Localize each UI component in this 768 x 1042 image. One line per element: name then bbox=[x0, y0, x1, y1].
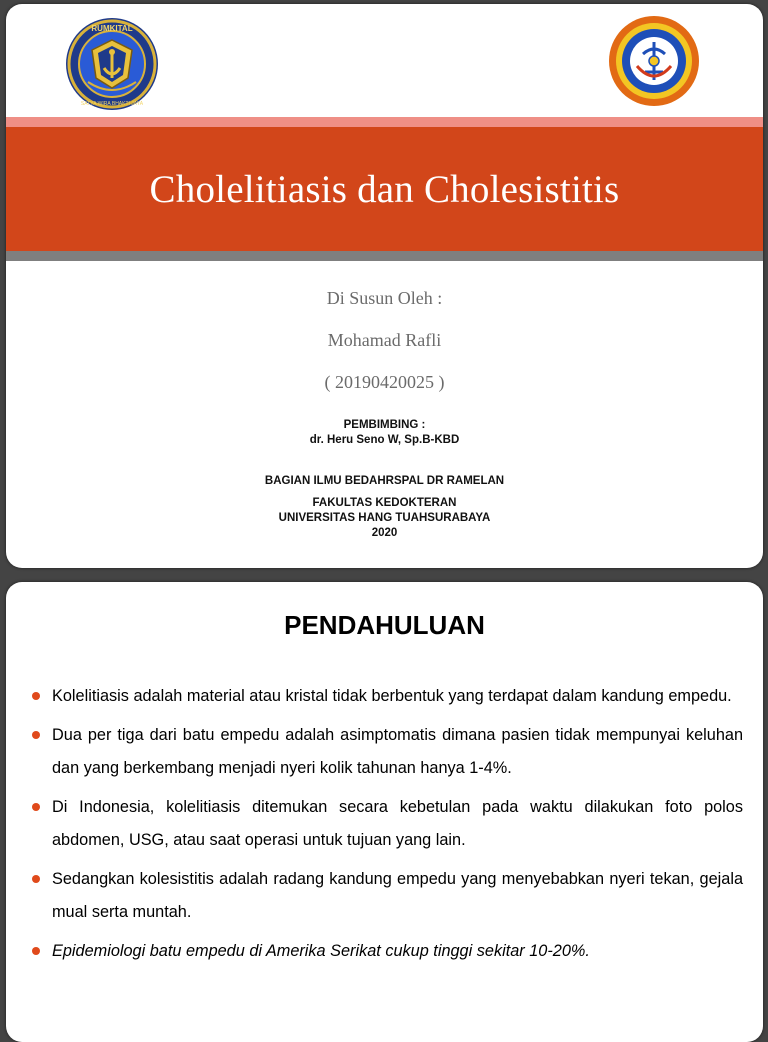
introduction-slide bbox=[6, 582, 763, 1042]
bullet-item bbox=[32, 791, 743, 857]
year: 2020 bbox=[371, 527, 398, 539]
bullet-dot-icon bbox=[32, 692, 40, 700]
bullet-item bbox=[32, 680, 743, 713]
bullet-text: Kolelitiasis adalah material atau kristal tidak berbentuk yang terdapat dalam kandung empedu. bbox=[52, 687, 732, 705]
title-band bbox=[6, 127, 763, 251]
prepared-by-label: Di Susun Oleh : bbox=[326, 288, 443, 308]
faculty-name: FAKULTAS KEDOKTERAN bbox=[312, 497, 457, 509]
bullet-dot-icon bbox=[32, 803, 40, 811]
hang-tuah-university-seal-icon bbox=[607, 14, 701, 108]
bullet-text: Epidemiologi batu empedu di Amerika Serikat cukup tinggi sekitar 10-20%. bbox=[52, 942, 590, 960]
supervisor-name: dr. Heru Seno W, Sp.B-KBD bbox=[309, 434, 460, 446]
bullet-text: Sedangkan kolesistitis adalah radang kandung empedu yang menyebabkan nyeri tekan, gejala mual serta muntah. bbox=[52, 870, 743, 921]
title-slide bbox=[6, 4, 763, 568]
university-name: UNIVERSITAS HANG TUAHSURABAYA bbox=[278, 512, 491, 524]
logo-text-bottom: SATYA WIRA BHAKTI JAYA bbox=[80, 101, 144, 107]
rumkital-emblem-icon bbox=[64, 16, 160, 112]
bullet-text: Dua per tiga dari batu empedu adalah asimptomatis dimana pasien tidak mempunyai keluhan dan yang berkembang menjadi nyeri kolik tahunan hanya 1-4%. bbox=[52, 726, 743, 777]
bullet-dot-icon bbox=[32, 875, 40, 883]
bullet-dot-icon bbox=[32, 731, 40, 739]
grey-divider-strip bbox=[6, 251, 763, 261]
pink-divider-strip bbox=[6, 117, 763, 127]
bullet-item bbox=[32, 719, 743, 785]
bullet-list bbox=[32, 680, 743, 974]
slide-heading: PENDAHULUAN bbox=[284, 610, 485, 640]
student-id: ( 20190420025 ) bbox=[324, 372, 445, 392]
bullet-text: Di Indonesia, kolelitiasis ditemukan secara kebetulan pada waktu dilakukan foto polos abdomen, USG, atau saat operasi untuk tujuan yang lain. bbox=[52, 798, 743, 849]
bullet-item bbox=[32, 863, 743, 929]
slide-title: Cholelitiasis dan Cholesistitis bbox=[149, 167, 620, 211]
author-name: Mohamad Rafli bbox=[327, 330, 442, 350]
bullet-item bbox=[32, 935, 743, 968]
logo-text-top: RUMKITAL bbox=[91, 24, 133, 33]
supervisor-label: PEMBIMBING : bbox=[343, 419, 426, 431]
department-name: BAGIAN ILMU BEDAHRSPAL DR RAMELAN bbox=[264, 475, 505, 487]
bullet-dot-icon bbox=[32, 947, 40, 955]
